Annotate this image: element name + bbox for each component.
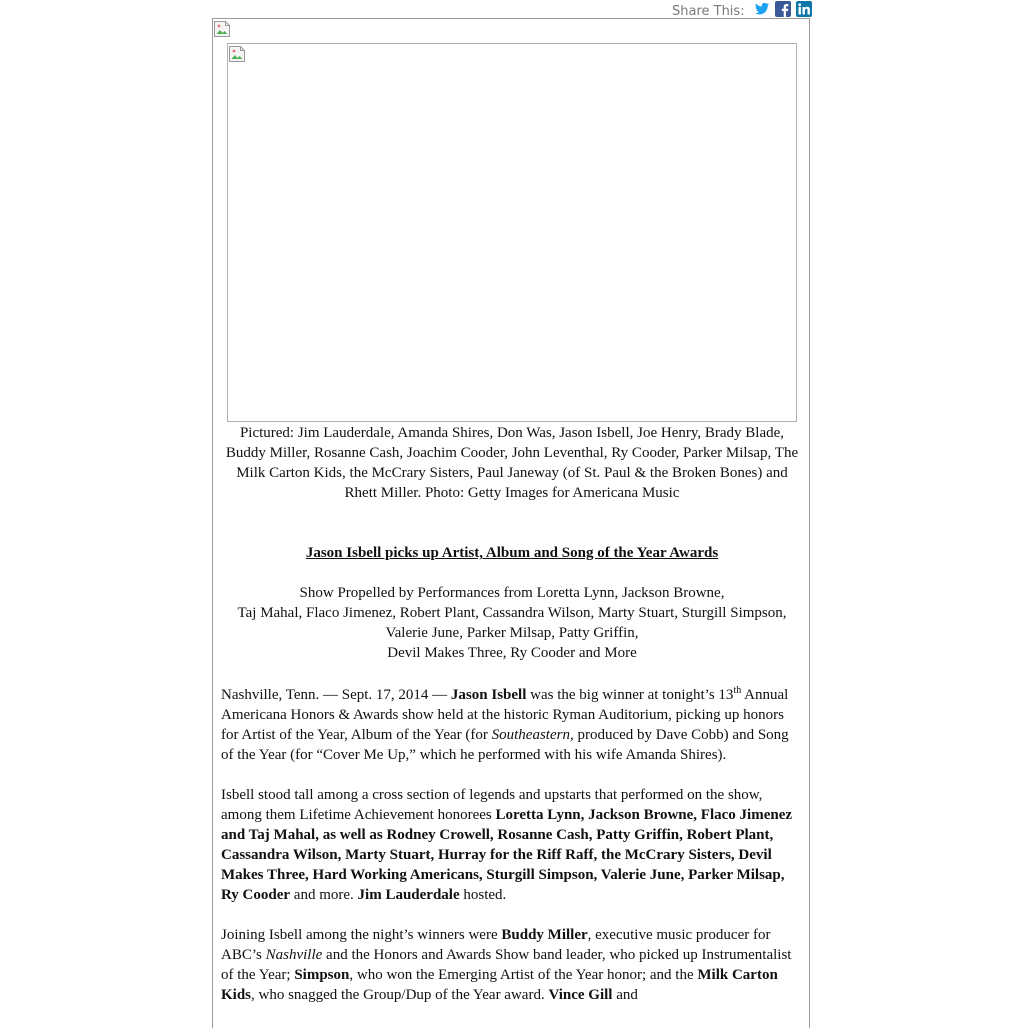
text: and more. [290,887,358,903]
bold-name: Jim Lauderdale [357,887,460,903]
subhead-line: Devil Makes Three, Ry Cooder and More [387,645,637,661]
subheadline [221,583,803,663]
text: , who snagged the Group/Dup of the Year award. [251,987,549,1003]
paragraph-3 [221,925,803,1005]
text: , who won the Emerging Artist of the Year honor; and the [349,967,698,983]
headline: Jason Isbell picks up Artist, Album and Song of the Year Awards [305,545,719,561]
bold-name: Simpson [294,967,350,983]
paragraph-2 [221,785,803,905]
twitter-icon[interactable] [754,1,770,17]
subhead-line: Taj Mahal, Flaco Jimenez, Robert Plant, Cassandra Wilson, Marty Stuart, Sturgill Simpson, [237,605,787,621]
article-content [221,423,803,1005]
album-title: Southeastern, [491,727,574,743]
text: and the Honors and Awards Show band leader, who picked up Instrumentalist of the Year; [221,947,792,983]
broken-image-icon [213,20,231,38]
email-container [212,18,810,1028]
share-label: Share This: [671,4,745,19]
text: , executive music producer for ABC’s [221,927,771,963]
paragraph-1 [221,685,803,765]
text: Annual Americana Honors & Awards show held at the historic Ryman Auditorium, picking up honors for Artist of the Year, Album of the Year (for [221,687,789,743]
share-bar [212,0,812,18]
text: was the big winner at tonight’s 13 [526,687,734,703]
text: Isbell stood tall among a cross section of legends and upstarts that performed on the show, among them Lifetime Achievement honorees [221,787,763,823]
facebook-icon[interactable] [775,1,791,17]
text: and [612,987,638,1003]
text: hosted. [459,887,507,903]
bold-names: Loretta Lynn, Jackson Browne, Flaco Jimenez and Taj Mahal, as well as Rodney Crowell, Rosanne Cash, Patty Griffin, Robert Plant, Cassandra Wilson, Marty Stuart, Hurray for the Riff Raff, the McCrary Sisters, Devil Makes Three, Hard Working Americans, Sturgill Simpson, Valerie June, Parker Milsap, Ry Cooder [221,807,793,903]
ordinal-suffix: th [733,685,742,696]
text: Nashville, Tenn. — Sept. 17, 2014 — [221,687,451,703]
text: Joining Isbell among the night’s winners were [221,927,502,943]
bold-name: Vince Gill [548,987,613,1003]
bold-name: Milk Carton Kids [221,967,778,1003]
subhead-line: Show Propelled by Performances from Loretta Lynn, Jackson Browne, [299,585,725,601]
bold-name: Buddy Miller [501,927,588,943]
subhead-line: Valerie June, Parker Milsap, Patty Griffin, [385,625,639,641]
photo-caption: Pictured: Jim Lauderdale, Amanda Shires, Don Was, Jason Isbell, Joe Henry, Brady Blade, Buddy Miller, Rosanne Cash, Joachim Cooder, John Leventhal, Ry Cooder, Parker Milsap, The Milk Carton Kids, the McCrary Sisters, Paul Janeway (of St. Paul & the Broken Bones) and Rhett Miller. Photo: Getty Images for Americana Music [225,425,799,501]
linkedin-icon[interactable] [796,1,812,17]
event-photo [227,43,797,422]
broken-image-icon [228,45,246,63]
bold-name: Jason Isbell [450,687,527,703]
text: produced by Dave Cobb) and Song of the Year (for “Cover Me Up,” which he performed with his wife Amanda Shires). [221,727,789,763]
show-title: Nashville [265,947,323,963]
